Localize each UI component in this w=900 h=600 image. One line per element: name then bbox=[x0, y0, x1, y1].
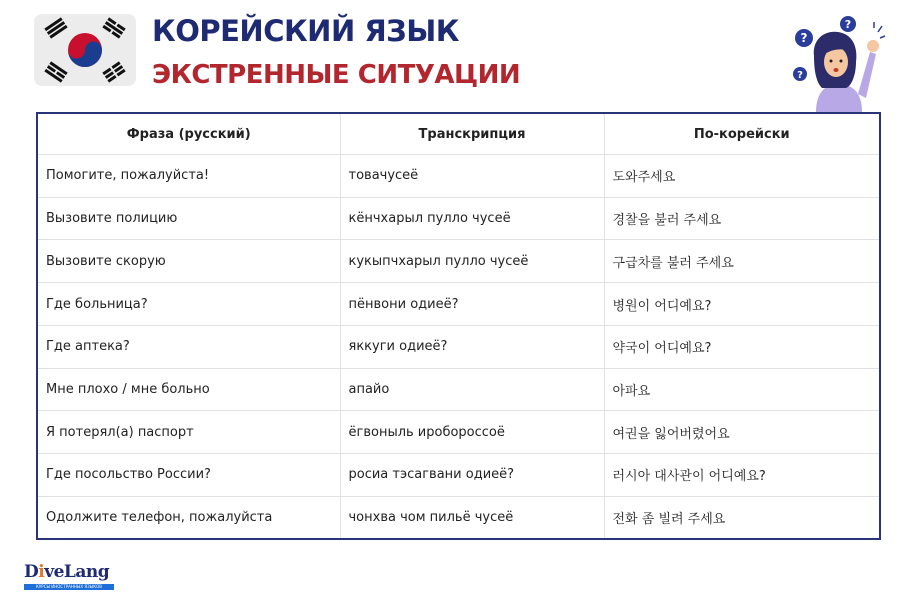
svg-text:?: ? bbox=[800, 31, 808, 45]
phrase-transcription: апайо bbox=[340, 368, 604, 411]
phrase-transcription: ёгвоныль иробороссоё bbox=[340, 411, 604, 454]
table-header-row bbox=[38, 114, 879, 155]
phrase-russian: Вызовите полицию bbox=[38, 197, 340, 240]
phrase-russian: Где аптека? bbox=[38, 325, 340, 368]
phrase-russian: Где посольство России? bbox=[38, 454, 340, 497]
column-header-russian: Фраза (русский) bbox=[38, 114, 340, 155]
table-row bbox=[38, 496, 879, 538]
phrase-korean: 도와주세요 bbox=[604, 155, 879, 198]
korea-flag-icon bbox=[34, 14, 136, 86]
page-subtitle: ЭКСТРЕННЫЕ СИТУАЦИИ bbox=[152, 60, 521, 90]
phrase-russian: Мне плохо / мне больно bbox=[38, 368, 340, 411]
phrase-transcription: яккуги одиеё? bbox=[340, 325, 604, 368]
table-row bbox=[38, 325, 879, 368]
table-row bbox=[38, 283, 879, 326]
phrase-transcription: кёнчхарыл пулло чусеё bbox=[340, 197, 604, 240]
table-row bbox=[38, 454, 879, 497]
logo-tagline: КУРСЫ ИНОСТРАННЫХ ЯЗЫКОВ bbox=[24, 584, 114, 590]
phrase-korean: 병원이 어디예요? bbox=[604, 283, 879, 326]
phrase-transcription: пёнвони одиеё? bbox=[340, 283, 604, 326]
phrase-transcription: росиа тэсагвани одиеё? bbox=[340, 454, 604, 497]
logo-part-1: D bbox=[24, 562, 39, 582]
phrase-russian: Вызовите скорую bbox=[38, 240, 340, 283]
table-row bbox=[38, 197, 879, 240]
phrase-transcription: чонхва чом пильё чусеё bbox=[340, 496, 604, 538]
table-row bbox=[38, 240, 879, 283]
phrase-korean: 아파요 bbox=[604, 368, 879, 411]
phrase-russian: Одолжите телефон, пожалуйста bbox=[38, 496, 340, 538]
table-row bbox=[38, 411, 879, 454]
svg-text:?: ? bbox=[797, 70, 803, 81]
column-header-korean: По-корейски bbox=[604, 114, 879, 155]
phrase-korean: 여권을 잃어버렸어요 bbox=[604, 411, 879, 454]
confused-character-icon bbox=[786, 12, 886, 112]
divelang-logo bbox=[24, 562, 124, 594]
phrase-russian: Я потерял(а) паспорт bbox=[38, 411, 340, 454]
table-row bbox=[38, 155, 879, 198]
logo-wordmark bbox=[24, 562, 124, 582]
logo-part-2: veLang bbox=[44, 562, 110, 582]
phrase-korean: 약국이 어디예요? bbox=[604, 325, 879, 368]
svg-text:?: ? bbox=[844, 18, 852, 31]
table-row bbox=[38, 368, 879, 411]
phrase-transcription: кукыпчхарыл пулло чусеё bbox=[340, 240, 604, 283]
page-title: КОРЕЙСКИЙ ЯЗЫК bbox=[152, 14, 460, 48]
phrase-korean: 전화 좀 빌려 주세요 bbox=[604, 496, 879, 538]
phrase-korean: 러시아 대사관이 어디예요? bbox=[604, 454, 879, 497]
phrase-russian: Где больница? bbox=[38, 283, 340, 326]
phrases-table bbox=[36, 112, 881, 540]
phrase-korean: 구급차를 불러 주세요 bbox=[604, 240, 879, 283]
phrase-korean: 경찰을 불러 주세요 bbox=[604, 197, 879, 240]
logo-accent: i bbox=[38, 562, 45, 582]
column-header-transcription: Транскрипция bbox=[340, 114, 604, 155]
phrase-transcription: товачусеё bbox=[340, 155, 604, 198]
phrase-russian: Помогите, пожалуйста! bbox=[38, 155, 340, 198]
